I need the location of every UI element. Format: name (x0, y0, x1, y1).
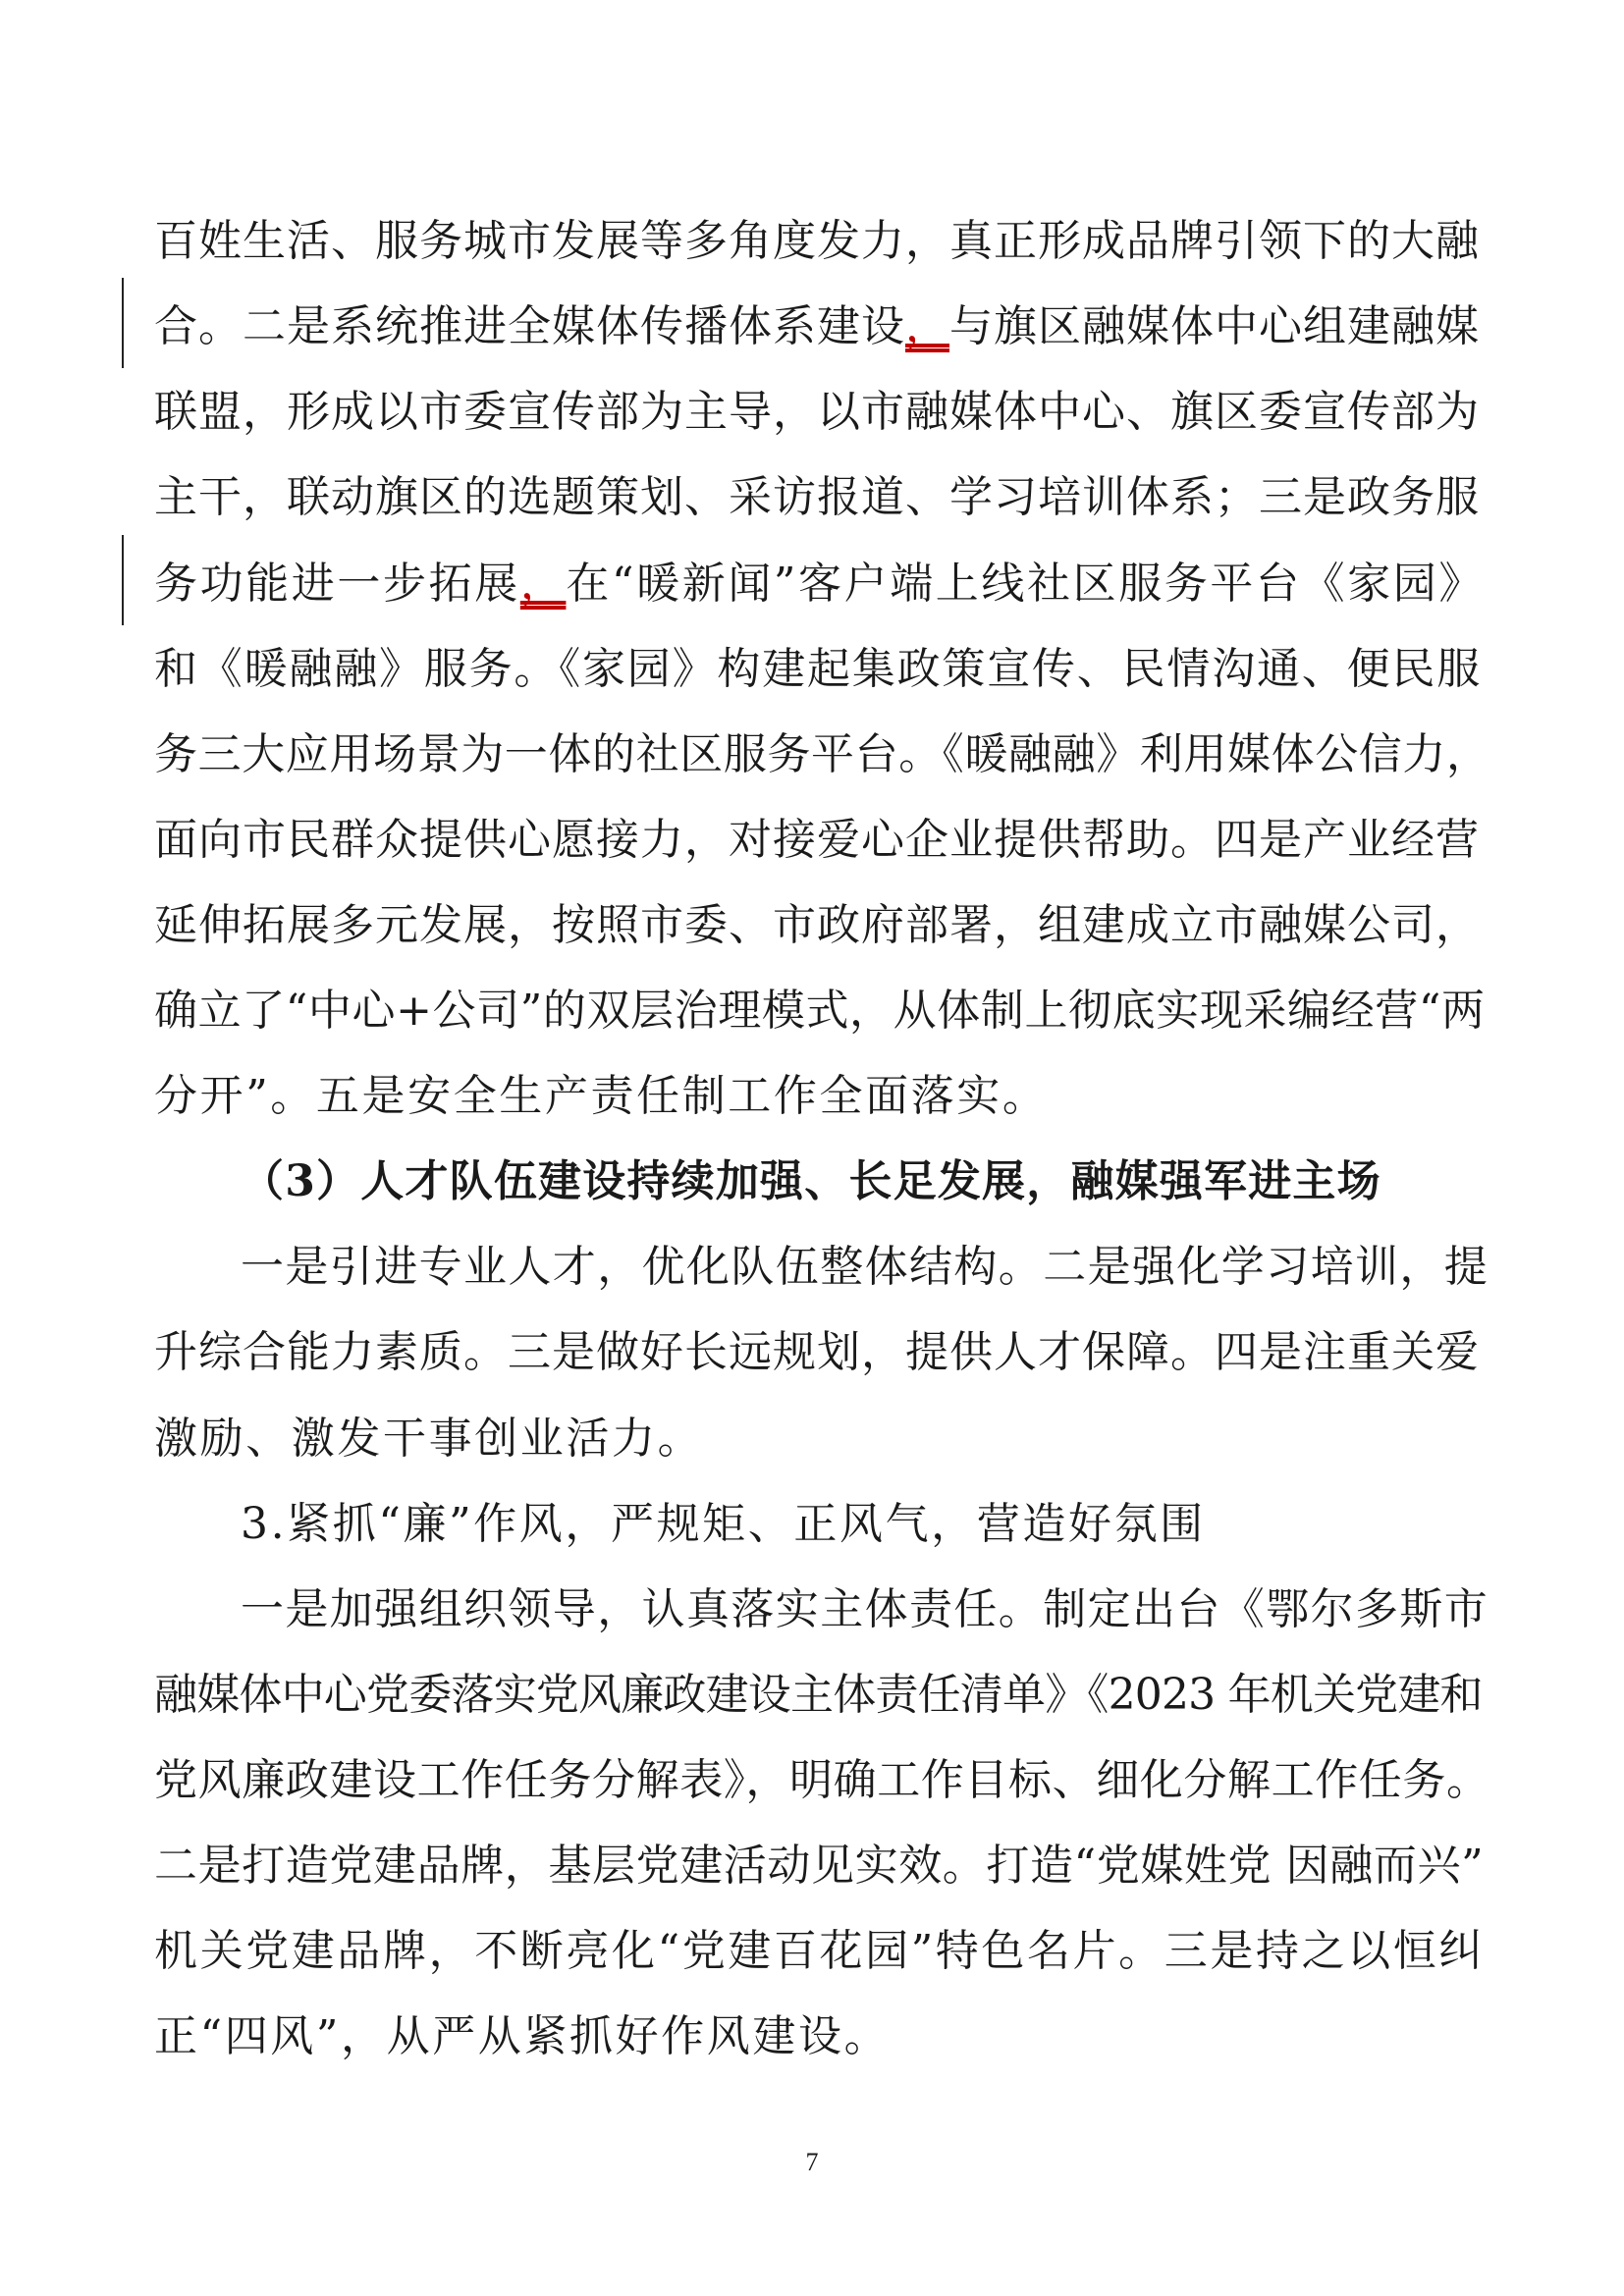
body-line: 激励、激发干事创业活力。 (154, 1414, 704, 1464)
body-line: 务三大应用场景为一体的社区服务平台。《暖融融》利用媒体公信力， (154, 729, 1490, 779)
body-line: 延伸拓展多元发展，按照市委、市政府部署，组建成立市融媒公司， (154, 900, 1480, 950)
body-line: 确立了“中心+公司”的双层治理模式，从体制上彻底实现采编经营“两 (154, 986, 1486, 1036)
body-line: 正“四风”，从严从紧抓好作风建设。 (154, 2011, 891, 2061)
body-text: 务功能进一步拓展 (154, 559, 520, 609)
body-text: 在“暖新闻”客户端上线社区服务平台《家园》 (566, 559, 1486, 609)
body-line: 主干，联动旗区的选题策划、采访报道、学习培训体系；三是政务服 (154, 472, 1480, 522)
body-text: 与旗区融媒体中心组建融媒 (949, 301, 1480, 351)
revision-change-bar (122, 535, 124, 625)
body-line: 百姓生活、服务城市发展等多角度发力，真正形成品牌引领下的大融 (154, 216, 1480, 266)
body-line: 融媒体中心党委落实党风廉政建设主体责任清单》《2023 年机关党建和 (154, 1670, 1483, 1720)
body-line: 一是加强组织领导，认真落实主体责任。制定出台《鄂尔多斯市 (241, 1584, 1489, 1634)
body-line (154, 297, 1489, 356)
section-heading: （3）人才队伍建设持续加强、长足发展，融媒强军进主场 (241, 1156, 1381, 1206)
body-line: 联盟，形成以市委宣传部为主导，以市融媒体中心、旗区委宣传部为 (154, 387, 1480, 437)
body-line: 二是打造党建品牌，基层党建活动见实效。打造“党媒姓党 因融而兴” (154, 1841, 1485, 1891)
body-line: 面向市民群众提供心愿接力，对接爱心企业提供帮助。四是产业经营 (154, 815, 1480, 865)
body-line: 升综合能力素质。三是做好长远规划，提供人才保障。四是注重关爱 (154, 1327, 1480, 1377)
body-line: 一是引进专业人才，优化队伍整体结构。二是强化学习培训，提 (241, 1242, 1489, 1292)
body-line: 分开”。五是安全生产责任制工作全面落实。 (154, 1071, 1049, 1121)
section-heading: 3.紧抓“廉”作风，严规矩、正风气，营造好氛围 (241, 1499, 1206, 1549)
tracked-change-insertion[interactable]: ， (519, 559, 567, 609)
body-text: 合。二是系统推进全媒体传播体系建设 (154, 301, 905, 351)
body-line: 党风廉政建设工作任务分解表》，明确工作目标、细化分解工作任务。 (154, 1755, 1490, 1805)
body-line: 和《暖融融》服务。《家园》构建起集政策宣传、民情沟通、便民服 (154, 644, 1482, 694)
page-number: 7 (805, 2148, 819, 2176)
revision-change-bar (122, 278, 124, 368)
body-line: 机关党建品牌，不断亮化“党建百花园”特色名片。三是持之以恒纠 (154, 1926, 1485, 1976)
tracked-change-insertion[interactable]: ， (905, 301, 949, 351)
body-line (154, 555, 1489, 614)
